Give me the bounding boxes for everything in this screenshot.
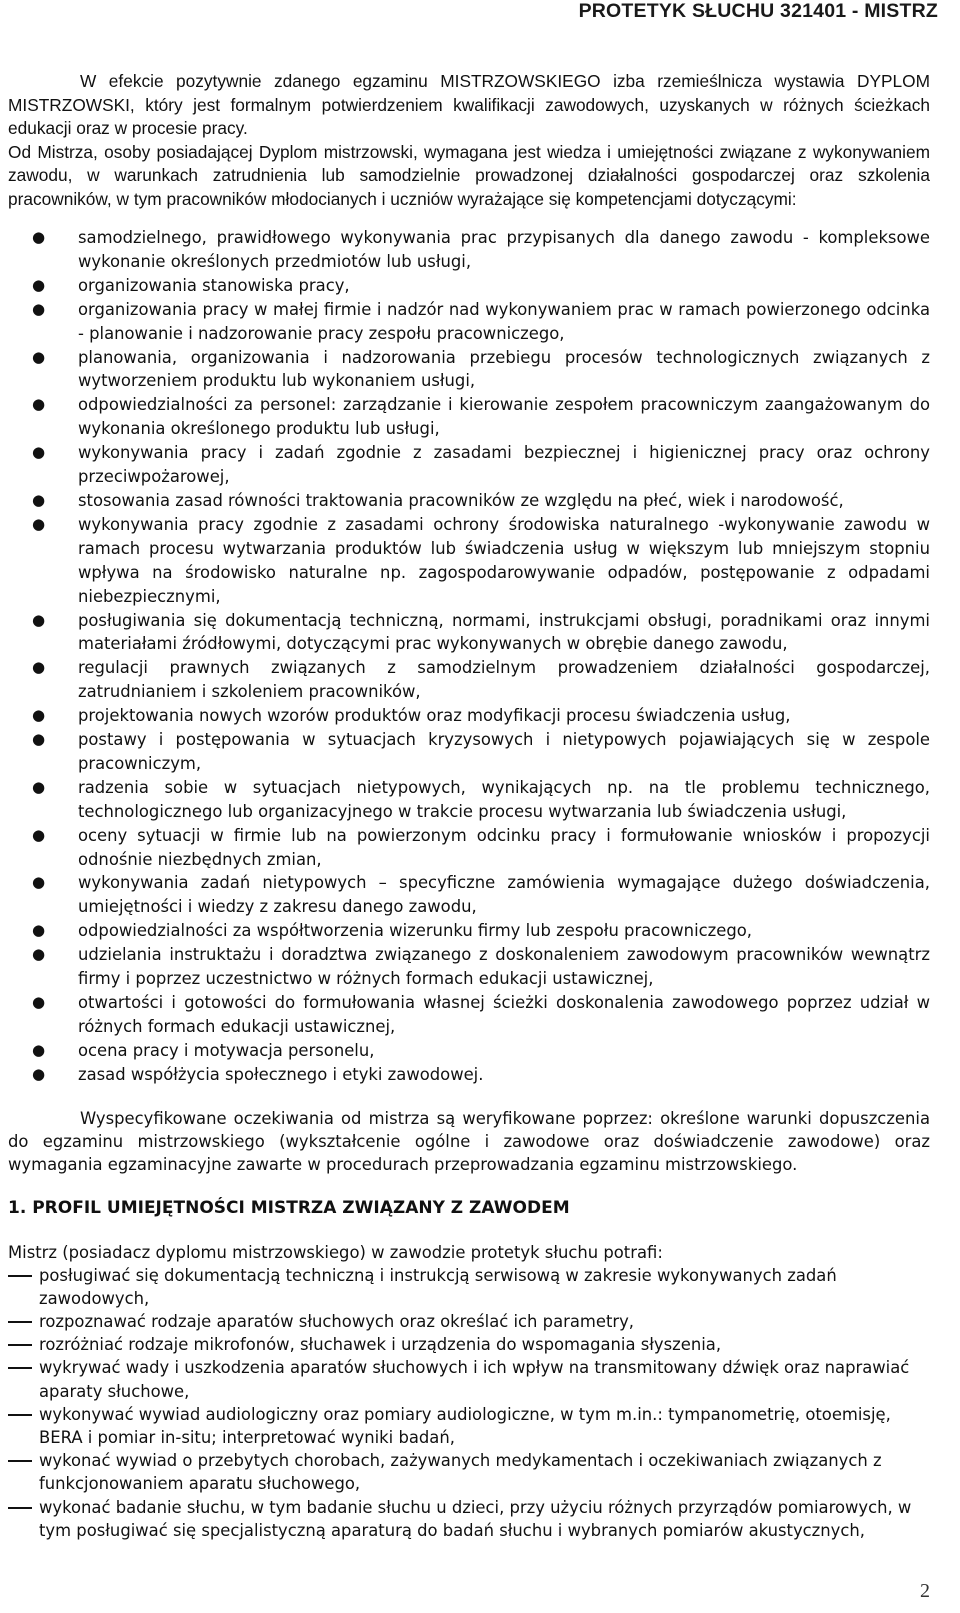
bullet-icon: ● [32, 610, 46, 629]
competency-item [8, 943, 930, 991]
competency-item [8, 919, 930, 943]
dash-icon [8, 1507, 32, 1509]
bullet-icon: ● [32, 299, 46, 318]
section-heading: 1. PROFIL UMIEJĘTNOŚCI MISTRZA ZWIĄZANY Z ZAWODEM [8, 1197, 570, 1218]
competency-item [8, 656, 930, 704]
skill-text: posługiwać się dokumentacją techniczną i instrukcją serwisową w zakresie wykonywanych zadań zawodowych, [39, 1265, 837, 1308]
competency-item [8, 704, 930, 728]
competency-item [8, 441, 930, 489]
competency-item [8, 489, 930, 513]
skill-item [8, 1333, 930, 1356]
bullet-icon: ● [32, 825, 46, 844]
competency-text: organizowania pracy w małej firmie i nadzór nad wykonywaniem prac w ramach powierzonego odcinka - planowanie i nadzorowanie pracy zespołu pracowniczego, [78, 299, 930, 343]
dash-icon [8, 1321, 32, 1323]
competency-text: otwartości i gotowości do formułowania własnej ścieżki doskonalenia zawodowego poprzez udział w różnych formach edukacji ustawicznej, [78, 993, 930, 1036]
competency-item [8, 513, 930, 609]
bullet-icon: ● [32, 921, 46, 940]
competency-item [8, 393, 930, 441]
competency-text: planowania, organizowania i nadzorowania przebiegu procesów technologicznych związanych z wytworzeniem produktu lub wykonaniem usługi, [78, 347, 930, 391]
page-number: 2 [920, 1580, 930, 1602]
competency-text: posługiwania się dokumentacją techniczną, normami, instrukcjami obsługi, poradnikami oraz innymi materiałami źródłowymi, dotyczącymi prac wykonywanych w obrębie danego zawodu, [78, 610, 930, 654]
skill-item [8, 1356, 930, 1402]
competency-item [8, 226, 930, 274]
bullet-icon: ● [32, 1064, 46, 1083]
competency-text: stosowania zasad równości traktowania pracowników ze względu na płeć, wiek i narodowość, [78, 490, 844, 510]
competency-text: udzielania instruktażu i doradztwa związanego z doskonaleniem zawodowym pracowników wewnątrz firmy i poprzez uczestnictwo w różnych formach edukacji ustawicznej, [78, 945, 930, 989]
skills-intro: Mistrz (posiadacz dyplomu mistrzowskiego) w zawodzie protetyk słuchu potrafi: [8, 1242, 663, 1262]
bullet-icon: ● [32, 945, 46, 964]
bullet-icon: ● [32, 347, 46, 366]
competency-text: organizowania stanowiska pracy, [78, 275, 350, 295]
dash-icon [8, 1460, 32, 1462]
competency-item [8, 274, 930, 298]
bullet-icon: ● [32, 514, 46, 533]
competency-list [8, 226, 930, 1087]
competency-text: regulacji prawnych związanych z samodzielnym prowadzeniem działalności gospodarczej, zatrudnianiem i szkoleniem pracowników, [78, 658, 930, 702]
skill-item [8, 1310, 930, 1333]
bullet-icon: ● [32, 1040, 46, 1059]
dash-icon [8, 1367, 32, 1369]
bullet-icon: ● [32, 658, 46, 677]
bullet-icon: ● [32, 993, 46, 1011]
bullet-icon: ● [32, 228, 46, 246]
bullet-icon: ● [32, 443, 46, 462]
skill-item [8, 1496, 930, 1542]
competency-item [8, 346, 930, 394]
intro-paragraph-2: Od Mistrza, osoby posiadającej Dyplom mistrzowski, wymagana jest wiedza i umiejętności związane z wykonywaniem zawodu, w warunkach zatrudnienia lub samodzielnie prowadzonej działalności gospodarczej oraz szkolenia pracowników, w tym pracowników młodocianych i uczniów wyrażające się kompetencjami dotyczącymi: [8, 141, 930, 209]
competency-text: wykonywania zadań nietypowych – specyficzne zamówienia wymagające dużego doświadczenia, umiejętności i wiedzy z zakresu danego zawodu, [78, 873, 930, 917]
specification-paragraph: Wyspecyfikowane oczekiwania od mistrza są weryfikowane poprzez: określone warunki dopuszczenia do egzaminu mistrzowskiego (wykształcenie ogólne i zawodowe oraz doświadczenie zawodowe) oraz wymagania egzaminacyjne zawarte w procedurach przeprowadzania egzaminu mistrzowskiego. [8, 1108, 930, 1174]
competency-item [8, 776, 930, 824]
bullet-icon: ● [32, 873, 46, 892]
competency-text: wykonywania pracy i zadań zgodnie z zasadami bezpiecznej i higienicznej pracy oraz ochrony przeciwpożarowej, [78, 443, 930, 487]
skill-text: rozpoznawać rodzaje aparatów słuchowych oraz określać ich parametry, [39, 1312, 635, 1332]
skill-text: wykonać badanie słuchu, w tym badanie słuchu u dzieci, przy użyciu różnych przyrządów pomiarowych, w tym posługiwać się specjalistyczną aparaturą do badań słuchu i wybranych pomiarów akustycznych, [39, 1497, 912, 1540]
skill-text: wykonać wywiad o przebytych chorobach, zażywanych medykamentach i oczekiwaniach związanych z funkcjonowaniem aparatu słuchowego, [39, 1451, 882, 1494]
dash-icon [8, 1414, 32, 1416]
bullet-icon: ● [32, 275, 46, 294]
skills-list [8, 1264, 930, 1542]
skill-item [8, 1449, 930, 1495]
competency-item [8, 728, 930, 776]
competency-item [8, 1063, 930, 1087]
competency-text: odpowiedzialności za współtworzenia wizerunku firmy lub zespołu pracowniczego, [78, 921, 752, 941]
competency-text: zasad współżycia społecznego i etyki zawodowej. [78, 1064, 484, 1084]
competency-text: postawy i postępowania w sytuacjach kryzysowych i nietypowych pojawiających się w zespole pracowniczym, [78, 730, 930, 773]
skill-text: wykrywać wady i uszkodzenia aparatów słuchowych i ich wpływ na transmitowany dźwięk oraz naprawiać aparaty słuchowe, [39, 1358, 910, 1401]
intro-paragraph-1: W efekcie pozytywnie zdanego egzaminu MISTRZOWSKIEGO izba rzemieślnicza wystawia DYPLOM MISTRZOWSKI, który jest formalnym potwierdzeniem kwalifikacji zawodowych, uzyskanych w różnych ścieżkach edukacji oraz w procesie pracy. [8, 71, 930, 138]
bullet-icon: ● [32, 490, 46, 509]
skill-item [8, 1403, 930, 1449]
skill-text: rozróżniać rodzaje mikrofonów, słuchawek i urządzenia do wspomagania słyszenia, [39, 1335, 722, 1355]
page-header-title: PROTETYK SŁUCHU 321401 - MISTRZ [578, 0, 938, 22]
competency-text: wykonywania pracy zgodnie z zasadami ochrony środowiska naturalnego -wykonywanie zawodu w ramach procesu wytwarzania produktów lub świadczenia usług w większym lub mniejszym stopniu wpływa na środowisko naturalne np. zagospodarowywanie odpadów, postępowanie z odpadami niebezpiecznymi, [78, 514, 930, 606]
competency-item [8, 824, 930, 872]
competency-text: samodzielnego, prawidłowego wykonywania prac przypisanych dla danego zawodu - kompleksowe wykonanie określonych przedmiotów lub usługi, [78, 228, 930, 271]
bullet-icon: ● [32, 395, 46, 414]
competency-text: oceny sytuacji w firmie lub na powierzonym odcinku pracy i formułowanie wniosków i propozycji odnośnie niezbędnych zmian, [78, 825, 930, 869]
competency-item [8, 871, 930, 919]
bullet-icon: ● [32, 777, 46, 796]
competency-text: projektowania nowych wzorów produktów oraz modyfikacji procesu świadczenia usług, [78, 706, 791, 726]
competency-item [8, 991, 930, 1039]
competency-item [8, 609, 930, 657]
competency-text: odpowiedzialności za personel: zarządzanie i kierowanie zespołem pracowniczym zaangażowanym do wykonania określonego produktu lub usługi, [78, 395, 930, 439]
dash-icon [8, 1344, 32, 1346]
competency-item [8, 298, 930, 346]
bullet-icon: ● [32, 706, 46, 725]
skill-item [8, 1264, 930, 1310]
document-body [8, 70, 930, 1542]
competency-item [8, 1039, 930, 1063]
skill-text: wykonywać wywiad audiologiczny oraz pomiary audiologiczne, w tym m.in.: tympanometrię, otoemisję, BERA i pomiar in-situ; interpretować wyniki badań, [39, 1404, 891, 1448]
competency-text: ocena pracy i motywacja personelu, [78, 1040, 375, 1060]
bullet-icon: ● [32, 730, 46, 749]
competency-text: radzenia sobie w sytuacjach nietypowych, wynikających np. na tle problemu technicznego, technologicznego lub organizacyjnego w trakcie procesu wytwarzania lub świadczenia usługi, [78, 777, 930, 821]
dash-icon [8, 1275, 32, 1277]
